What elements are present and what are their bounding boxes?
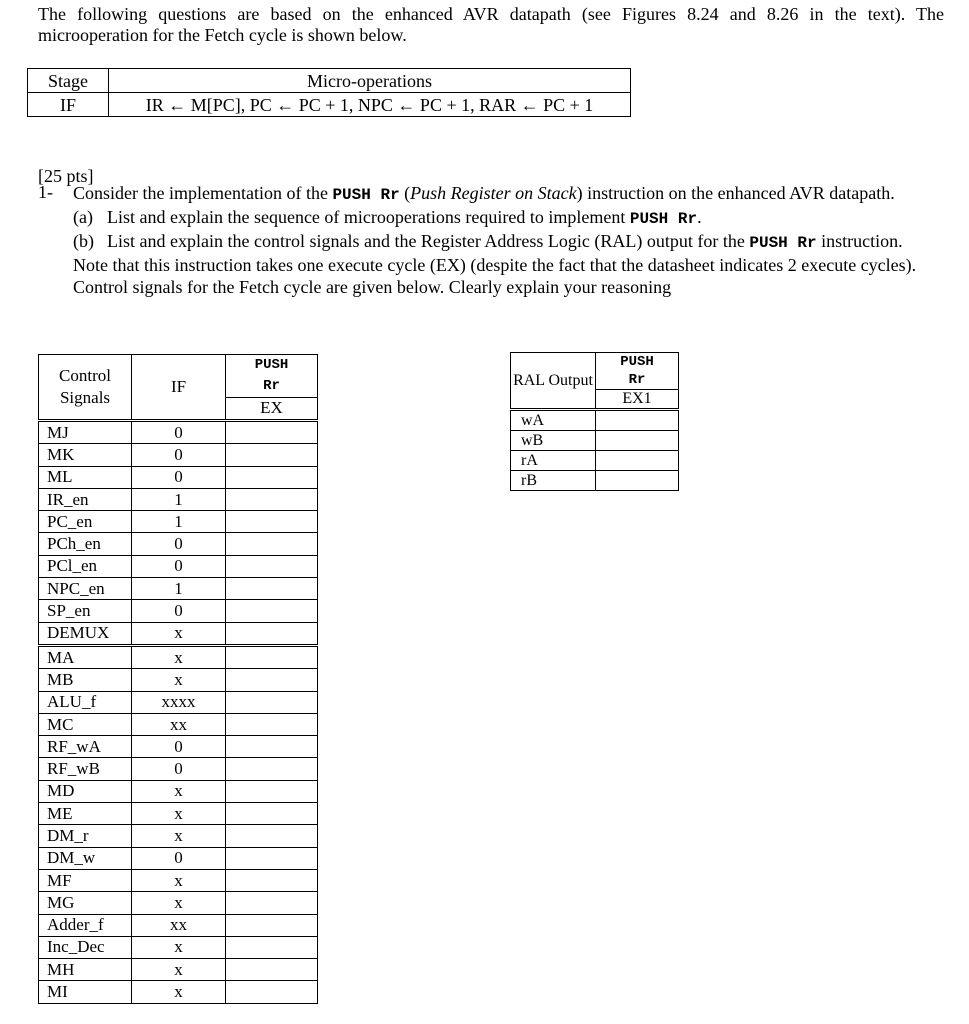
if-value: x <box>132 825 226 847</box>
signal-name: SP_en <box>39 600 132 622</box>
ex-value-cell[interactable] <box>226 825 318 847</box>
if-header: IF <box>132 355 226 421</box>
ral-output-name: rB <box>511 471 596 491</box>
if-value: x <box>132 869 226 891</box>
intro-line-1: The following questions are based on the enhanced AVR datapath (see Figures 8.24 and 8.26 in the text). The <box>38 4 944 24</box>
ex-value-cell[interactable] <box>226 959 318 981</box>
ex-header: EX <box>226 397 318 420</box>
control-signals-table <box>38 354 318 1004</box>
if-value: 0 <box>132 555 226 577</box>
signal-name: Adder_f <box>39 914 132 936</box>
if-value: 1 <box>132 488 226 510</box>
if-value: 0 <box>132 736 226 758</box>
ex-value-cell[interactable] <box>226 981 318 1003</box>
stage-cell: IF <box>28 93 109 117</box>
ral-rr-header: Rr <box>596 371 679 390</box>
ral-ex1-cell[interactable] <box>596 471 679 491</box>
part-a: (a) List and explain the sequence of microoperations required to implement PUSH Rr. <box>73 207 702 228</box>
ex-value-cell[interactable] <box>226 758 318 780</box>
stage-header: Stage <box>28 69 109 93</box>
if-value: 0 <box>132 533 226 555</box>
fetch-table-header <box>28 69 631 93</box>
if-value: 1 <box>132 511 226 533</box>
signal-name: RF_wB <box>39 758 132 780</box>
signal-name: MI <box>39 981 132 1003</box>
if-value: 0 <box>132 466 226 488</box>
control-signal-row <box>39 914 318 936</box>
control-signal-row <box>39 803 318 825</box>
ex-value-cell[interactable] <box>226 736 318 758</box>
ex-value-cell[interactable] <box>226 622 318 645</box>
ex-value-cell[interactable] <box>226 914 318 936</box>
question-number: 1- <box>38 182 53 202</box>
rr-header: Rr <box>226 376 318 397</box>
if-value: x <box>132 669 226 691</box>
ral-output-header: RAL Output <box>511 353 596 410</box>
question-body <box>73 182 943 298</box>
ral-table-header <box>511 353 679 372</box>
control-signal-row <box>39 578 318 600</box>
ex-value-cell[interactable] <box>226 421 318 444</box>
signal-name: MH <box>39 959 132 981</box>
ex-value-cell[interactable] <box>226 892 318 914</box>
ex-value-cell[interactable] <box>226 691 318 713</box>
control-signal-row <box>39 981 318 1003</box>
question-intro: Consider the implementation of the PUSH Rr (Push Register on Stack) instruction on the enhanced AVR datapath. <box>73 183 895 204</box>
if-value: 0 <box>132 600 226 622</box>
if-value: x <box>132 645 226 668</box>
signal-name: ME <box>39 803 132 825</box>
if-value: x <box>132 780 226 802</box>
signal-name: PC_en <box>39 511 132 533</box>
control-signal-row <box>39 713 318 735</box>
signal-name: RF_wA <box>39 736 132 758</box>
signal-name: ALU_f <box>39 691 132 713</box>
control-signal-row <box>39 780 318 802</box>
ex-value-cell[interactable] <box>226 466 318 488</box>
signal-name: Inc_Dec <box>39 936 132 958</box>
ex-value-cell[interactable] <box>226 869 318 891</box>
question-note: Note that this instruction takes one execute cycle (EX) (despite the fact that the datasheet indicates 2 execute cycles). Control signals for the Fetch cycle are given below. Clearly explain your reasoning <box>73 255 917 297</box>
control-signal-row <box>39 892 318 914</box>
signal-name: MK <box>39 444 132 466</box>
if-value: xx <box>132 713 226 735</box>
control-signal-row <box>39 959 318 981</box>
ral-row <box>511 410 679 431</box>
ex-value-cell[interactable] <box>226 533 318 555</box>
ral-output-name: wA <box>511 410 596 431</box>
ral-push-header: PUSH <box>596 353 679 372</box>
control-signal-row <box>39 444 318 466</box>
if-value: xxxx <box>132 691 226 713</box>
control-signal-row <box>39 645 318 668</box>
control-signal-row <box>39 936 318 958</box>
control-signal-row <box>39 600 318 622</box>
control-signal-row <box>39 758 318 780</box>
ral-ex1-cell[interactable] <box>596 431 679 451</box>
ex-value-cell[interactable] <box>226 669 318 691</box>
control-signal-row <box>39 847 318 869</box>
signal-name: PCh_en <box>39 533 132 555</box>
ex-value-cell[interactable] <box>226 847 318 869</box>
control-signals-header: Control Signals <box>39 355 132 421</box>
signal-name: MD <box>39 780 132 802</box>
ex-value-cell[interactable] <box>226 511 318 533</box>
control-signal-row <box>39 669 318 691</box>
control-signal-row <box>39 466 318 488</box>
ex-value-cell[interactable] <box>226 780 318 802</box>
signal-name: IR_en <box>39 488 132 510</box>
if-value: 0 <box>132 847 226 869</box>
control-signal-row <box>39 622 318 645</box>
control-signal-row <box>39 555 318 577</box>
signal-name: DM_w <box>39 847 132 869</box>
ex-value-cell[interactable] <box>226 713 318 735</box>
ral-ex1-cell[interactable] <box>596 410 679 431</box>
if-value: x <box>132 981 226 1003</box>
microoperations-cell: IR ← M[PC], PC ← PC + 1, NPC ← PC + 1, RAR ← PC + 1 <box>109 93 631 117</box>
if-value: x <box>132 803 226 825</box>
if-value: 0 <box>132 444 226 466</box>
ral-output-name: rA <box>511 451 596 471</box>
signal-name: DEMUX <box>39 622 132 645</box>
ex-value-cell[interactable] <box>226 600 318 622</box>
control-signal-row <box>39 488 318 510</box>
if-value: x <box>132 892 226 914</box>
signal-name: MC <box>39 713 132 735</box>
ex-value-cell[interactable] <box>226 444 318 466</box>
if-value: 1 <box>132 578 226 600</box>
ral-output-name: wB <box>511 431 596 451</box>
ral-row <box>511 431 679 451</box>
control-signal-row <box>39 511 318 533</box>
control-signal-row <box>39 533 318 555</box>
ex-value-cell[interactable] <box>226 645 318 668</box>
if-value: 0 <box>132 758 226 780</box>
ex-value-cell[interactable] <box>226 578 318 600</box>
signal-name: ML <box>39 466 132 488</box>
part-b: (b) List and explain the control signals and the Register Address Logic (RAL) output for the PUSH Rr instruction. <box>73 231 903 252</box>
ex-value-cell[interactable] <box>226 555 318 577</box>
if-value: x <box>132 936 226 958</box>
push-header: PUSH <box>226 355 318 376</box>
signal-name: DM_r <box>39 825 132 847</box>
if-value: xx <box>132 914 226 936</box>
signal-name: MG <box>39 892 132 914</box>
control-signal-row <box>39 691 318 713</box>
fetch-table-row <box>28 93 631 117</box>
control-signal-row <box>39 869 318 891</box>
control-table-header <box>39 355 318 376</box>
if-value: 0 <box>132 421 226 444</box>
microoperations-header: Micro-operations <box>109 69 631 93</box>
signal-name: MA <box>39 645 132 668</box>
intro-paragraph <box>38 4 944 46</box>
control-signal-row <box>39 421 318 444</box>
ex-value-cell[interactable] <box>226 936 318 958</box>
signal-name: MJ <box>39 421 132 444</box>
ex-value-cell[interactable] <box>226 803 318 825</box>
fetch-microoperation-table <box>27 68 631 117</box>
ral-ex1-header: EX1 <box>596 390 679 410</box>
if-value: x <box>132 959 226 981</box>
ral-row <box>511 471 679 491</box>
signal-name: PCl_en <box>39 555 132 577</box>
instruction-code: PUSH Rr <box>332 186 400 204</box>
signal-name: NPC_en <box>39 578 132 600</box>
intro-line-2: microoperation for the Fetch cycle is shown below. <box>38 25 407 45</box>
control-signal-row <box>39 825 318 847</box>
ral-row <box>511 451 679 471</box>
ral-ex1-cell[interactable] <box>596 451 679 471</box>
signal-name: MF <box>39 869 132 891</box>
ral-output-table <box>510 352 679 491</box>
control-signal-row <box>39 736 318 758</box>
signal-name: MB <box>39 669 132 691</box>
points-label: [25 pts] <box>38 166 94 186</box>
instruction-name: Push Register on Stack <box>410 183 577 203</box>
if-value: x <box>132 622 226 645</box>
ex-value-cell[interactable] <box>226 488 318 510</box>
